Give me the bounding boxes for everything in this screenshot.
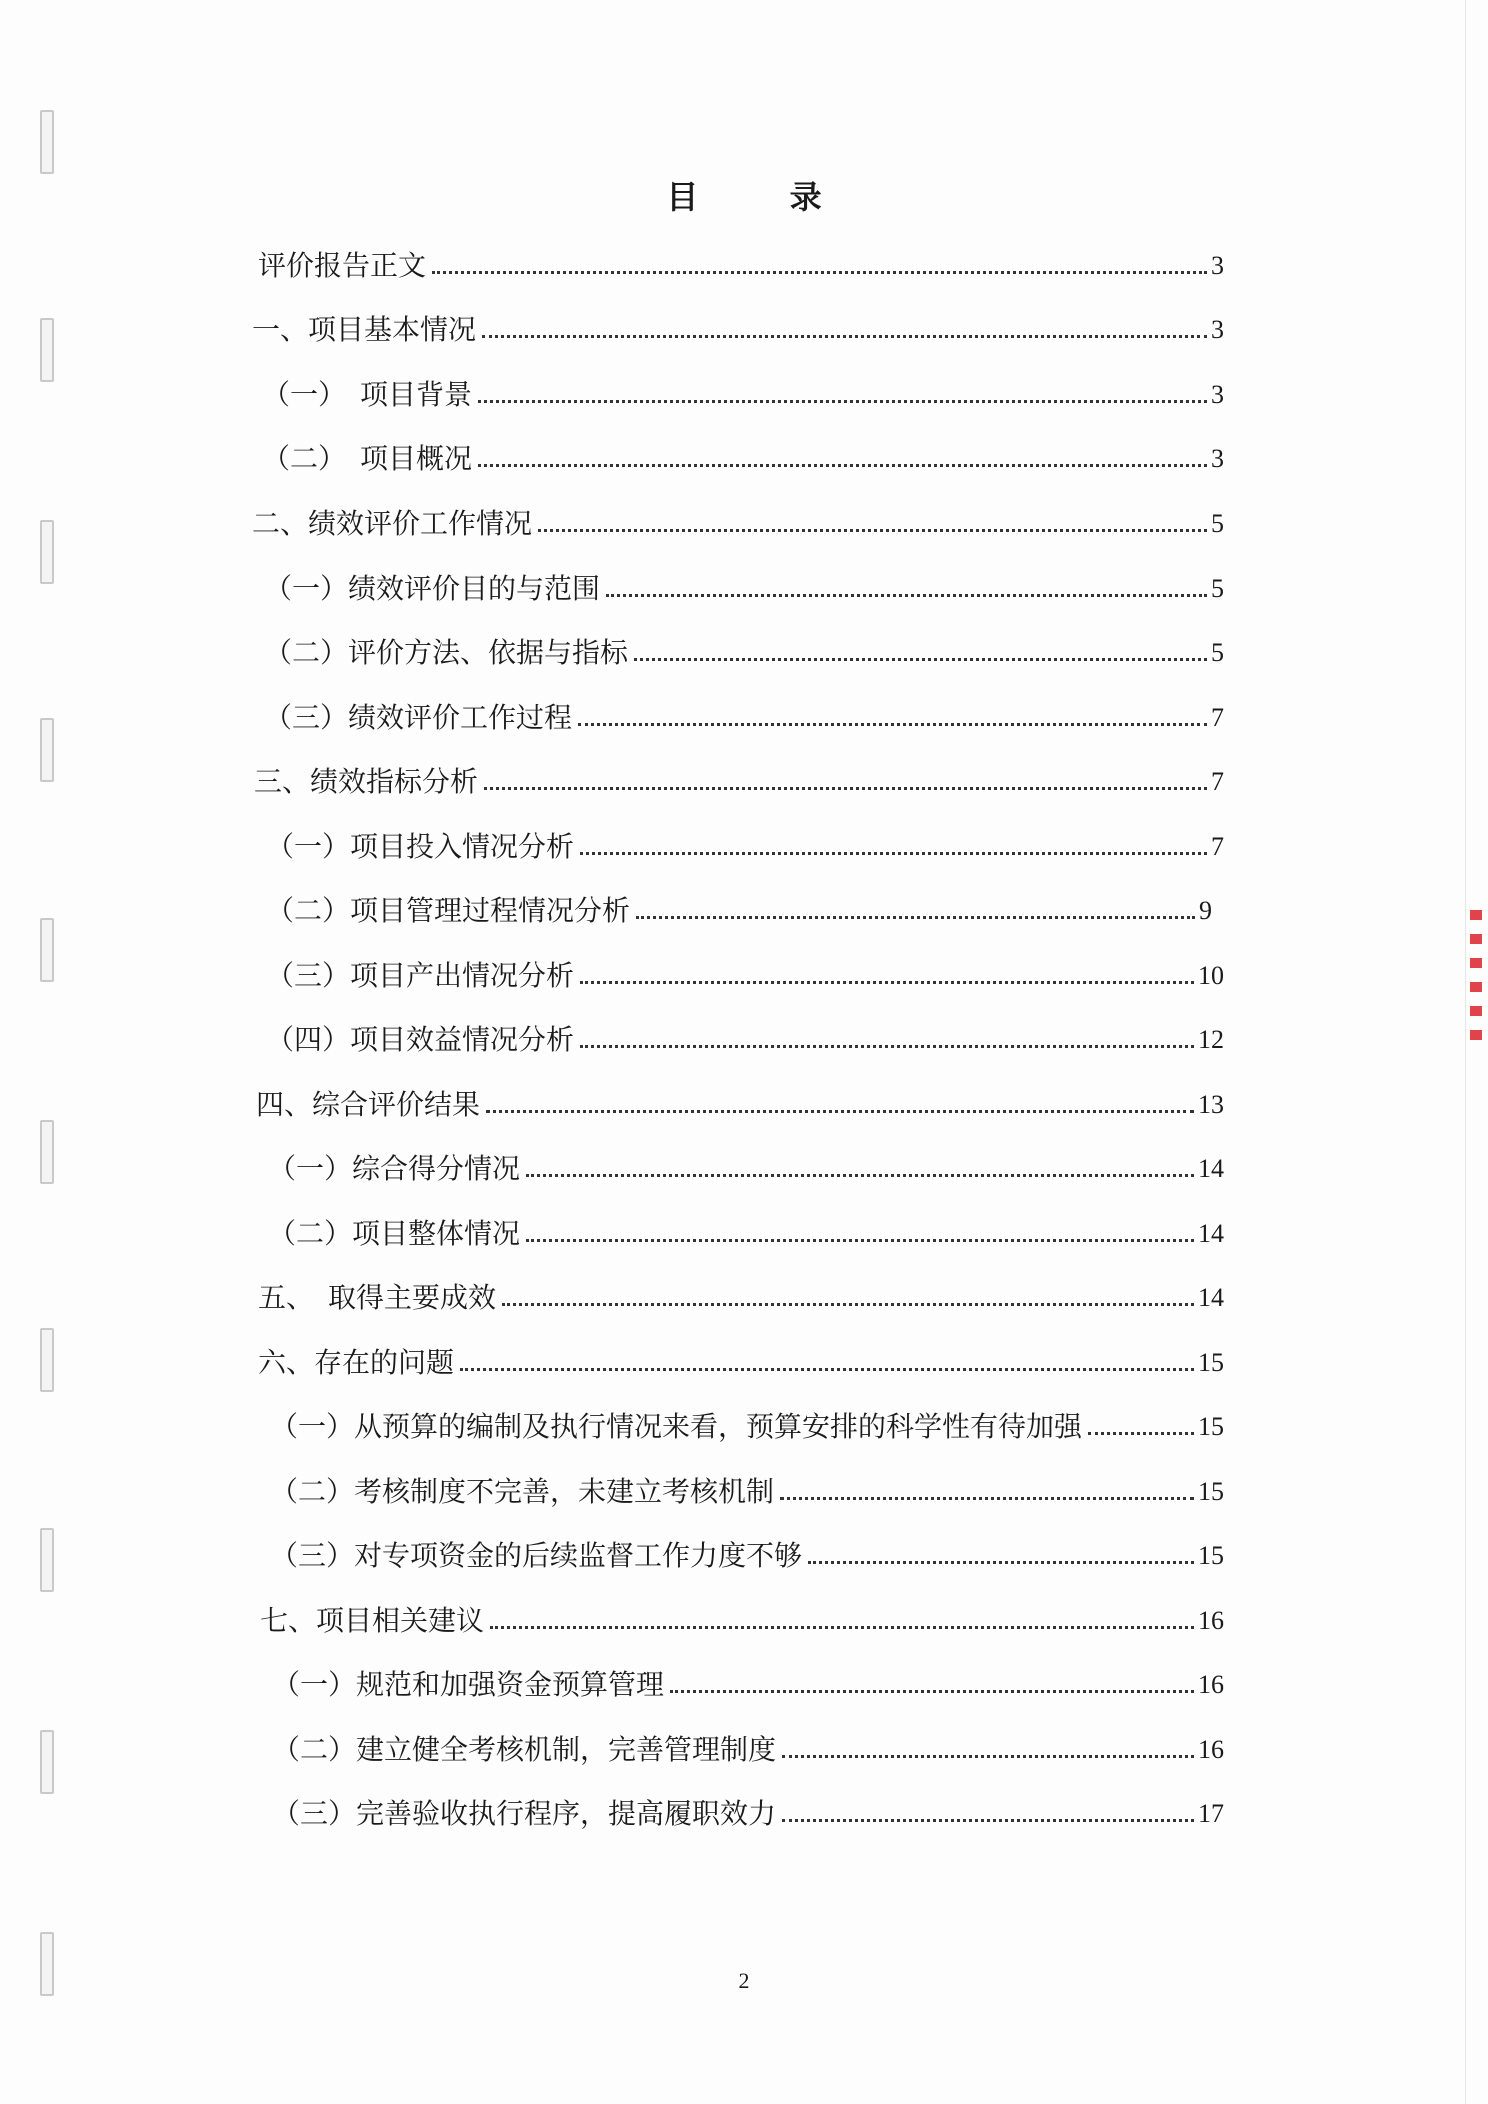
toc-leader-dots	[780, 1497, 1194, 1500]
toc-leader-dots	[478, 464, 1207, 467]
toc-entry-page: 14	[1198, 1219, 1224, 1248]
toc-entry-page: 7	[1211, 703, 1224, 732]
toc-entry[interactable]	[272, 1730, 1224, 1770]
toc-leader-dots	[782, 1755, 1194, 1758]
toc-entry-page: 5	[1211, 509, 1224, 538]
toc-leader-dots	[538, 529, 1207, 532]
toc-entry-label: 一、项目基本情况	[252, 313, 477, 346]
toc-entry-label: （三）绩效评价工作过程	[264, 701, 573, 734]
toc-entry[interactable]	[268, 1214, 1224, 1254]
toc-leader-dots	[526, 1239, 1194, 1242]
toc-entry[interactable]	[258, 1278, 1224, 1318]
toc-entry-page: 16	[1198, 1606, 1224, 1635]
toc-entry[interactable]	[254, 762, 1224, 802]
toc-entry-label: 二、绩效评价工作情况	[252, 507, 533, 540]
toc-leader-dots	[484, 787, 1207, 790]
toc-leader-dots	[580, 1045, 1194, 1048]
binding-hole-mark	[40, 1328, 54, 1392]
toc-entry-label: （四）项目效益情况分析	[266, 1023, 575, 1056]
toc-entry[interactable]	[264, 698, 1224, 738]
toc-entry[interactable]	[266, 827, 1224, 867]
toc-leader-dots	[670, 1690, 1194, 1693]
toc-entry-label: （一）项目投入情况分析	[266, 830, 575, 863]
toc-entry-page: 3	[1211, 380, 1224, 409]
toc-entry-label: （一）综合得分情况	[268, 1152, 521, 1185]
toc-leader-dots	[808, 1561, 1194, 1564]
toc-entry-label: （二）建立健全考核机制，完善管理制度	[272, 1733, 777, 1766]
toc-entry[interactable]	[268, 1149, 1224, 1189]
binding-hole-mark	[40, 918, 54, 982]
toc-entry-page: 16	[1198, 1670, 1224, 1699]
toc-entry[interactable]	[260, 1601, 1224, 1641]
binding-hole-mark	[40, 1120, 54, 1184]
toc-entry-label: （二）评价方法、依据与指标	[264, 636, 629, 669]
toc-entry[interactable]	[272, 1794, 1224, 1834]
page-edge-line	[1465, 0, 1466, 2104]
toc-entry[interactable]	[264, 569, 1224, 609]
toc-entry-label: （三）完善验收执行程序，提高履职效力	[272, 1797, 777, 1830]
toc-leader-dots	[490, 1626, 1194, 1629]
toc-entry-label: （一）从预算的编制及执行情况来看，预算安排的科学性有待加强	[270, 1410, 1083, 1443]
toc-entry[interactable]	[270, 1536, 1224, 1576]
toc-leader-dots	[526, 1174, 1194, 1177]
toc-entry[interactable]	[266, 956, 1224, 996]
toc-leader-dots	[486, 1110, 1194, 1113]
toc-title: 目 录	[666, 178, 862, 216]
binding-hole-mark	[40, 1730, 54, 1794]
toc-entry-page: 3	[1211, 315, 1224, 344]
toc-entry[interactable]	[252, 310, 1224, 350]
toc-entry-page: 3	[1211, 444, 1224, 473]
toc-entry[interactable]	[266, 1020, 1224, 1060]
toc-entry-page: 15	[1198, 1348, 1224, 1377]
page-number: 2	[738, 1968, 750, 1993]
toc-entry[interactable]	[252, 504, 1224, 544]
toc-entry-page: 9	[1199, 896, 1212, 925]
toc-leader-dots	[478, 400, 1207, 403]
toc-entry-page: 7	[1211, 767, 1224, 796]
toc-leader-dots	[432, 271, 1207, 274]
toc-entry[interactable]	[262, 439, 1224, 479]
toc-leader-dots	[578, 723, 1207, 726]
toc-entry-label: 六、存在的问题	[258, 1346, 455, 1379]
toc-entry-label: 四、综合评价结果	[256, 1088, 481, 1121]
toc-leader-dots	[1088, 1432, 1194, 1435]
toc-entry-label: （一）规范和加强资金预算管理	[272, 1668, 665, 1701]
binding-hole-mark	[40, 318, 54, 382]
toc-leader-dots	[782, 1819, 1194, 1822]
toc-entry-page: 5	[1211, 638, 1224, 667]
toc-leader-dots	[580, 981, 1194, 984]
toc-entry[interactable]	[272, 1665, 1224, 1705]
toc-entry-page: 10	[1198, 961, 1224, 990]
toc-entry-page: 14	[1198, 1154, 1224, 1183]
toc-entry-label: 七、项目相关建议	[260, 1604, 485, 1637]
toc-entry[interactable]	[264, 633, 1224, 673]
toc-entry-label: 评价报告正文	[258, 249, 427, 282]
toc-leader-dots	[460, 1368, 1194, 1371]
toc-leader-dots	[606, 594, 1207, 597]
toc-entry-label: （二）项目整体情况	[268, 1217, 521, 1250]
binding-hole-mark	[40, 718, 54, 782]
toc-entry-label: （二）项目管理过程情况分析	[266, 894, 631, 927]
binding-hole-mark	[40, 520, 54, 584]
toc-entry-label: （三）对专项资金的后续监督工作力度不够	[270, 1539, 803, 1572]
toc-entry-label: 五、 取得主要成效	[258, 1281, 497, 1314]
toc-entry-label: （一） 项目背景	[262, 378, 473, 411]
toc-entry-page: 15	[1198, 1412, 1224, 1441]
toc-entry-page: 15	[1198, 1477, 1224, 1506]
toc-leader-dots	[482, 335, 1207, 338]
toc-entry-page: 17	[1198, 1799, 1224, 1828]
toc-entry-page: 7	[1211, 832, 1224, 861]
toc-entry-page: 13	[1198, 1090, 1224, 1119]
toc-entry-page: 3	[1211, 251, 1224, 280]
toc-leader-dots	[580, 852, 1207, 855]
toc-leader-dots	[634, 658, 1207, 661]
toc-entry-label: （二） 项目概况	[262, 442, 473, 475]
toc-entry[interactable]	[270, 1407, 1224, 1447]
toc-entry[interactable]	[266, 891, 1212, 931]
toc-entry-page: 5	[1211, 574, 1224, 603]
toc-entry[interactable]	[258, 1343, 1224, 1383]
toc-leader-dots	[636, 916, 1195, 919]
seal-stamp-fragment	[1470, 910, 1482, 1050]
toc-entry-label: （三）项目产出情况分析	[266, 959, 575, 992]
toc-entry-page: 16	[1198, 1735, 1224, 1764]
toc-entry-page: 12	[1198, 1025, 1224, 1054]
toc-entry[interactable]	[258, 246, 1224, 286]
toc-entry[interactable]	[262, 375, 1224, 415]
toc-leader-dots	[502, 1303, 1194, 1306]
toc-entry-page: 14	[1198, 1283, 1224, 1312]
toc-entry-page: 15	[1198, 1541, 1224, 1570]
toc-entry[interactable]	[256, 1085, 1224, 1125]
toc-entry-label: （二）考核制度不完善，未建立考核机制	[270, 1475, 775, 1508]
toc-entry-label: 三、绩效指标分析	[254, 765, 479, 798]
binding-hole-mark	[40, 110, 54, 174]
toc-entry-label: （一）绩效评价目的与范围	[264, 572, 601, 605]
toc-entry[interactable]	[270, 1472, 1224, 1512]
binding-hole-mark	[40, 1528, 54, 1592]
